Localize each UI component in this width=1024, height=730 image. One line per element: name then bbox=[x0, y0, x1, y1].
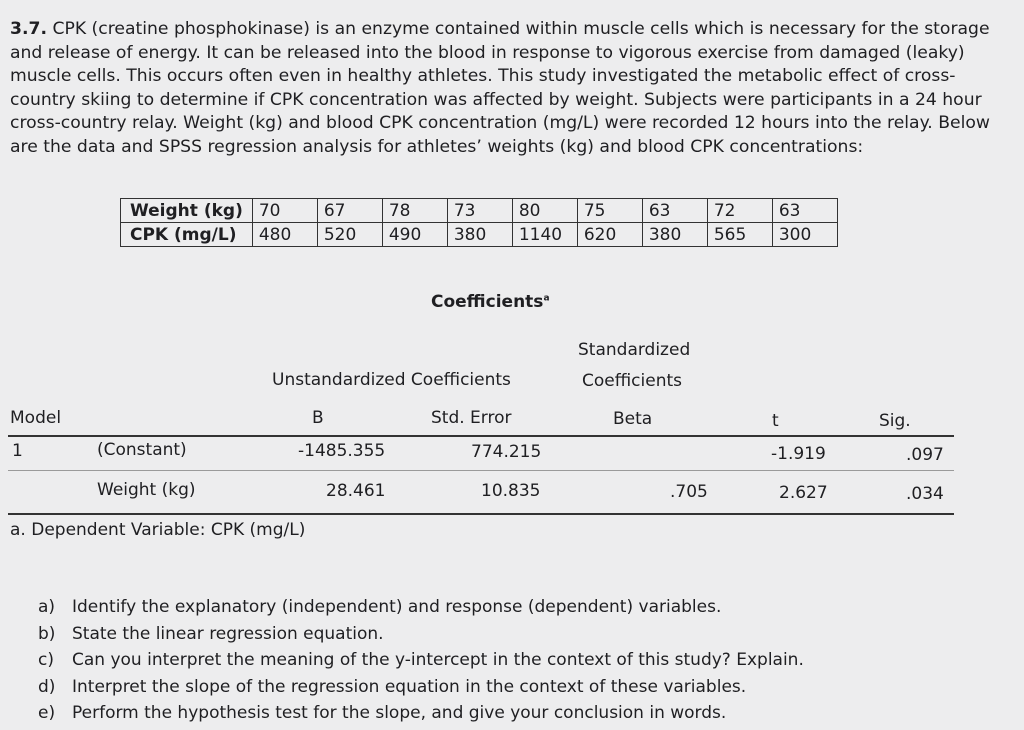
row-divider bbox=[8, 470, 954, 471]
column-header-model: Model bbox=[10, 408, 62, 428]
table-cell: 80 bbox=[512, 199, 577, 223]
cell-b-constant: -1485.355 bbox=[298, 441, 386, 461]
table-cell: 380 bbox=[447, 223, 512, 247]
table-cell: 73 bbox=[447, 199, 512, 223]
cell-sig-weight: .034 bbox=[906, 484, 944, 504]
question-item bbox=[38, 674, 804, 701]
cell-beta-weight: .705 bbox=[670, 482, 708, 502]
coefficients-footnote-marker: a bbox=[543, 293, 550, 304]
table-bottom-rule bbox=[8, 513, 954, 515]
question-item bbox=[38, 594, 804, 621]
question-list bbox=[38, 594, 804, 727]
cell-std-error-weight: 10.835 bbox=[481, 481, 541, 501]
question-text: Can you interpret the meaning of the y-intercept in the context of this study? Explain. bbox=[72, 650, 804, 670]
data-table bbox=[120, 198, 838, 247]
row-name-weight: Weight (kg) bbox=[97, 480, 196, 500]
question-letter: c) bbox=[38, 650, 54, 670]
table-cell: 1140 bbox=[512, 223, 577, 247]
row-name-constant: (Constant) bbox=[97, 440, 187, 460]
question-text: Interpret the slope of the regression equation in the context of these variables. bbox=[72, 676, 747, 697]
coefficients-title-text: Coefficients bbox=[431, 292, 544, 312]
row-model-number: 1 bbox=[12, 441, 23, 461]
row-label-weight: Weight (kg) bbox=[121, 199, 253, 223]
table-cell: 67 bbox=[317, 199, 382, 223]
column-header-std-error: Std. Error bbox=[431, 408, 512, 428]
table-cell: 70 bbox=[252, 199, 317, 223]
column-header-beta: Beta bbox=[613, 409, 653, 429]
standardized-header-line2: Coefficients bbox=[582, 371, 682, 391]
cell-t-constant: -1.919 bbox=[771, 444, 826, 464]
question-text: Identify the explanatory (independent) and response (dependent) variables. bbox=[72, 597, 722, 617]
column-header-sig: Sig. bbox=[879, 411, 911, 431]
problem-number: 3.7. bbox=[10, 19, 47, 39]
table-cell: 380 bbox=[642, 223, 707, 247]
standardized-header-line1: Standardized bbox=[578, 340, 691, 360]
table-top-rule bbox=[8, 435, 954, 437]
question-letter: d) bbox=[38, 676, 56, 697]
coefficients-title bbox=[431, 292, 550, 312]
cell-sig-constant: .097 bbox=[906, 445, 944, 465]
table-cell: 620 bbox=[577, 223, 642, 247]
table-cell: 300 bbox=[772, 223, 837, 247]
footnote: a. Dependent Variable: CPK (mg/L) bbox=[10, 520, 306, 540]
table-cell: 75 bbox=[577, 199, 642, 223]
cell-b-weight: 28.461 bbox=[326, 481, 386, 501]
cell-t-weight: 2.627 bbox=[779, 483, 828, 503]
table-cell: 72 bbox=[707, 199, 772, 223]
problem-text: CPK (creatine phosphokinase) is an enzyme contained within muscle cells which is necessary for the storage and release of energy. It can be released into the blood in response to vigorous exercise from damaged (leaky) muscle cells. This occurs often even in healthy athletes. This study investigated the metabolic effect of cross-country skiing to determine if CPK concentration was affected by weight. Subjects were participants in a 24 hour cross-country relay. Weight (kg) and blood CPK concentration (mg/L) were recorded 12 hours into the relay. Below are the data and SPSS regression analysis for athletes’ weights (kg) and blood CPK concentrations: bbox=[10, 19, 990, 157]
question-letter: b) bbox=[38, 623, 56, 644]
column-header-b: B bbox=[312, 408, 324, 428]
table-row-cpk bbox=[121, 223, 838, 247]
question-letter: e) bbox=[38, 703, 56, 723]
question-item bbox=[38, 700, 804, 727]
question-item bbox=[38, 647, 804, 674]
cell-std-error-constant: 774.215 bbox=[471, 442, 542, 462]
table-cell: 63 bbox=[642, 199, 707, 223]
unstandardized-header: Unstandardized Coefficients bbox=[272, 370, 511, 390]
table-cell: 565 bbox=[707, 223, 772, 247]
table-cell: 78 bbox=[382, 199, 447, 223]
table-cell: 490 bbox=[382, 223, 447, 247]
table-cell: 63 bbox=[772, 199, 837, 223]
question-item bbox=[38, 621, 804, 648]
question-letter: a) bbox=[38, 597, 56, 617]
table-row-weight bbox=[121, 199, 838, 223]
row-label-cpk: CPK (mg/L) bbox=[121, 223, 253, 247]
column-header-t: t bbox=[772, 411, 779, 431]
table-cell: 480 bbox=[252, 223, 317, 247]
question-text: State the linear regression equation. bbox=[72, 623, 384, 644]
table-cell: 520 bbox=[317, 223, 382, 247]
problem-statement bbox=[10, 18, 1014, 160]
question-text: Perform the hypothesis test for the slope, and give your conclusion in words. bbox=[72, 703, 727, 723]
